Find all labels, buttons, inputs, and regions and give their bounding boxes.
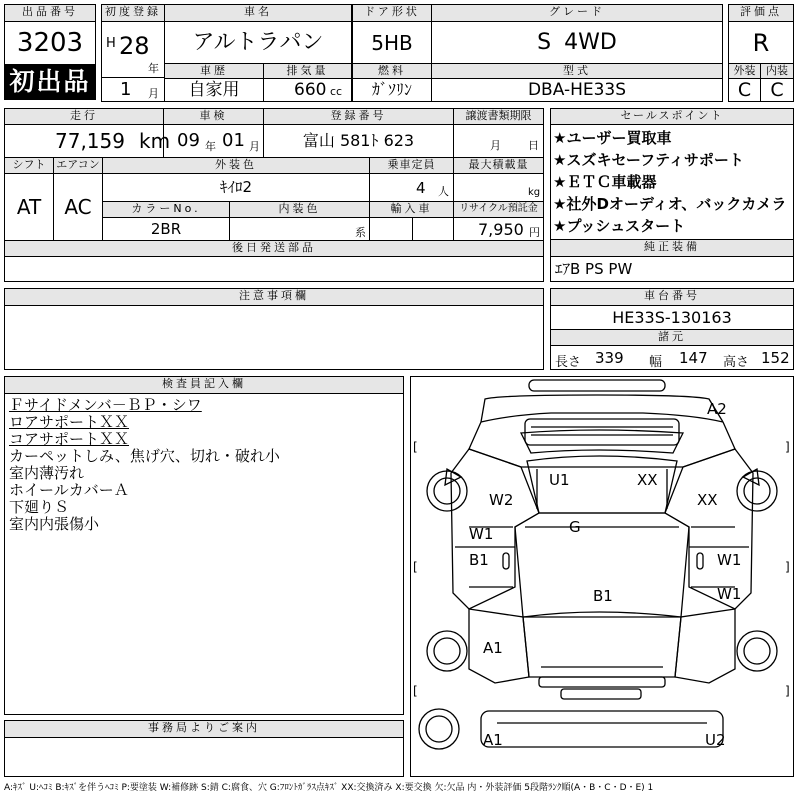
length-value: 339	[595, 349, 624, 367]
era-prefix: H	[106, 36, 116, 51]
capacity-unit: 人	[438, 185, 449, 198]
chassis-number: HE33S-130163	[550, 305, 794, 330]
grade: S 4WD	[431, 21, 723, 64]
year-unit: 年	[148, 62, 159, 75]
transfer-deadline-label: 譲渡書類期限	[453, 108, 544, 125]
aircon-label: エアコン	[53, 157, 103, 174]
mark-a2-front-bumper: A2	[707, 400, 727, 418]
first-registration-month	[101, 77, 165, 102]
notes-value	[4, 305, 544, 370]
exterior-color-label: 外装色	[102, 157, 370, 174]
fuel: ｶﾞｿﾘﾝ	[352, 78, 432, 102]
mark-w1-right-door: W1	[717, 551, 742, 569]
recycle-cell	[453, 217, 544, 241]
overall-score: R	[728, 21, 794, 64]
displacement-label: 排気量	[263, 63, 352, 79]
sales-point-item: ★スズキセーフティサポート	[553, 151, 744, 169]
inspection-year-unit: 年	[205, 140, 216, 153]
chassis-label: 車台番号	[550, 288, 794, 306]
import-label: 輸入車	[369, 201, 454, 218]
car-name-label: 車名	[164, 4, 352, 22]
mileage: 77,159	[55, 129, 125, 153]
transfer-month-unit: 月	[490, 139, 501, 152]
door-type-label: ドア形状	[352, 4, 432, 22]
inspector-note: 室内薄汚れ	[9, 464, 85, 482]
score-label: 評価点	[728, 4, 794, 22]
inspector-note: 下廻りＳ	[9, 498, 70, 516]
sales-point-item: ★社外Dオーディオ、バックカメラ	[553, 195, 787, 213]
door-type: 5HB	[352, 21, 432, 64]
shift-label: シフト	[4, 157, 54, 174]
recycle-deposit: 7,950	[478, 220, 524, 239]
inspection-cell	[163, 124, 264, 158]
interior-color-suffix: 系	[355, 226, 366, 239]
svg-text:[: [	[413, 560, 418, 574]
interior-color-cell	[229, 217, 370, 241]
mileage-label: 走行	[4, 108, 164, 125]
displacement: 660	[294, 80, 327, 100]
registration-year: 28	[119, 32, 150, 60]
shift: AT	[4, 173, 54, 241]
mark-w2-left-fender: W2	[489, 491, 514, 509]
mark-xx-roof: XX	[637, 471, 658, 489]
car-diagram-svg	[411, 377, 793, 776]
mark-a1-left-rear: A1	[483, 639, 503, 657]
mark-u2-rear-bumper: U2	[705, 731, 726, 749]
interior-label: 内装	[760, 63, 794, 79]
aircon: AC	[53, 173, 103, 241]
width-value: 147	[679, 349, 708, 367]
mark-b1-center: B1	[593, 587, 613, 605]
notes-label: 注意事項欄	[4, 288, 544, 306]
dimensions-label: 諸元	[550, 329, 794, 346]
vehicle-history: 自家用	[164, 78, 264, 102]
mark-b1-left-door: B1	[469, 551, 489, 569]
max-load-unit: kg	[528, 187, 541, 198]
later-parts-value	[4, 256, 544, 282]
capacity: 4	[416, 179, 426, 197]
sales-point-item: ★ＥＴＣ車載器	[553, 173, 657, 191]
inspector-note: Ｆサイドメンバ－ＢＰ・シワ	[9, 396, 202, 414]
recycle-unit: 円	[529, 226, 540, 239]
inspector-note: 室内内張傷小	[9, 515, 100, 533]
svg-text:[: [	[413, 684, 418, 698]
mileage-cell	[4, 124, 171, 158]
sales-point-item: ★ユーザー買取車	[553, 129, 672, 147]
dimensions-cell	[550, 345, 794, 370]
equipment-label: 純正装備	[550, 239, 794, 257]
interior-color-label: 内装色	[229, 201, 370, 218]
first-registration-label: 初度登録	[101, 4, 165, 22]
mark-w1-left-door: W1	[469, 525, 494, 543]
mark-u1-roof: U1	[549, 471, 570, 489]
mark-w1-right-rear: W1	[717, 585, 742, 603]
svg-text:]: ]	[785, 440, 790, 454]
inspection-year: 09	[177, 130, 200, 151]
import-cell-a	[369, 217, 413, 241]
mark-a1-rear-bumper: A1	[483, 731, 503, 749]
svg-text:]: ]	[785, 560, 790, 574]
equipment-value: ｴｱB PS PW	[550, 256, 794, 282]
plate-number: 富山 581ﾄ 623	[263, 124, 454, 158]
max-load-cell	[453, 173, 544, 202]
office-info-value	[4, 737, 404, 777]
import-cell-b	[412, 217, 454, 241]
length-label: 長さ	[555, 355, 582, 370]
inspection-label: 車検	[163, 108, 264, 125]
capacity-label: 乗車定員	[369, 157, 454, 174]
lot-number: 3203	[4, 21, 96, 65]
exterior-label: 外装	[728, 63, 761, 79]
color-number: 2BR	[102, 217, 230, 241]
sales-point-item: ★プッシュスタート	[553, 217, 686, 235]
max-load-label: 最大積載量	[453, 157, 544, 174]
damage-code-legend: A:ｷｽﾞ U:ﾍｺﾐ B:ｷｽﾞを伴うﾍｺﾐ P:要塗装 W:補修跡 S:錆 C:腐食、穴 G:ﾌﾛﾝﾄｶﾞﾗｽ点ｷｽﾞ XX:交換済み X:要交換 欠:欠品 内・外装評価 5段階ﾗﾝｸ順(A・B・C・D・E) 1	[4, 783, 654, 793]
lot-number-label: 出品番号	[4, 4, 96, 22]
registration-month: 1	[120, 79, 132, 100]
month-unit: 月	[148, 87, 159, 100]
height-label: 高さ	[723, 355, 750, 370]
inspector-notes	[4, 393, 404, 715]
exterior-color: ｷｲﾛ2	[102, 173, 370, 202]
displacement-unit: cc	[330, 85, 343, 98]
width-label: 幅	[649, 355, 663, 370]
displacement-cell	[263, 78, 352, 102]
grade-label: グレード	[431, 4, 723, 22]
first-listing-badge: 初出品	[4, 64, 96, 100]
inspection-month-unit: 月	[249, 140, 260, 153]
office-info-label: 事務局よりご案内	[4, 720, 404, 738]
height-value: 152	[761, 349, 790, 367]
fuel-label: 燃料	[352, 63, 432, 79]
transfer-deadline-cell	[453, 124, 544, 158]
sales-points-label: セールスポイント	[550, 108, 794, 125]
capacity-cell	[369, 173, 454, 202]
exterior-score: C	[728, 78, 761, 102]
inspection-month: 01	[222, 130, 245, 151]
plate-label: 登録番号	[263, 108, 454, 125]
transfer-day-unit: 日	[528, 139, 539, 152]
car-name: アルトラパン	[164, 21, 352, 64]
model-code: DBA-HE33S	[431, 78, 723, 102]
history-label: 車歴	[164, 63, 264, 79]
model-label: 型式	[431, 63, 723, 79]
first-registration-year	[101, 21, 165, 78]
inspector-notes-label: 検査員記入欄	[4, 376, 404, 394]
inspector-note: カーペットしみ、焦げ穴、切れ・破れ小	[9, 447, 280, 465]
recycle-label: リサイクル預託金	[453, 201, 544, 218]
color-number-label: カラーNo.	[102, 201, 230, 218]
sales-points-list	[550, 124, 794, 240]
mileage-unit: km	[139, 129, 171, 153]
interior-score: C	[760, 78, 794, 102]
mark-xx-right-fender: XX	[697, 491, 718, 509]
inspector-note: ホイールカバーＡ	[9, 481, 129, 499]
car-diagram	[410, 376, 794, 777]
inspector-note: コアサポートＸＸ	[9, 430, 130, 448]
mark-g-windshield: G	[569, 518, 581, 536]
later-parts-label: 後日発送部品	[4, 240, 544, 257]
svg-text:[: [	[413, 440, 418, 454]
inspector-note: ロアサポートＸＸ	[9, 413, 130, 431]
svg-text:]: ]	[785, 684, 790, 698]
